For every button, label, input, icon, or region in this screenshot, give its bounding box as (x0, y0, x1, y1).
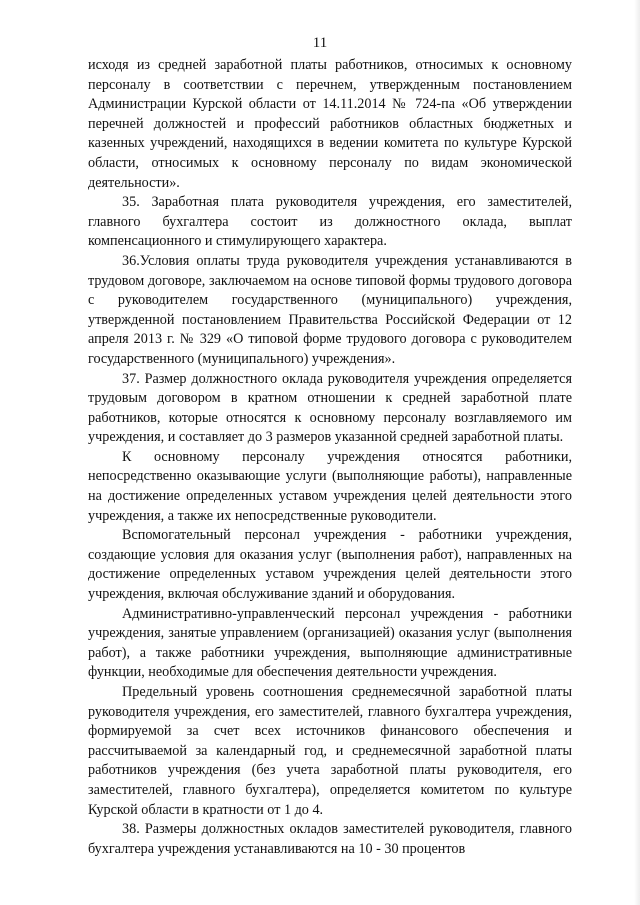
paragraph-admin-personnel: Административно-управленческий персонал учреждения - работники учреждения, занятые управлением (организацией) оказания услуг (выполнения работ), а также работники учреждения, выполняющие административные функции, необходимые для обеспечения деятельности учреждения. (88, 605, 572, 681)
paragraph-item-38: 38. Размеры должностных окладов заместителей руководителя, главного бухгалтера учреждения устанавливаются на 10 - 30 процентов (88, 821, 572, 857)
paragraph-main-personnel: К основному персоналу учреждения относятся работники, непосредственно оказывающие услуги (выполняющие работы), направленные на достижение определенных уставом учреждения целей деятельности этого учреждения, а также их непосредственные руководители. (88, 448, 572, 524)
paragraph-continuation: исходя из средней заработной платы работников, относимых к основному персоналу в соответствии с перечнем, утвержденным постановлением Администрации Курской области от 14.11.2014 № 724-па «Об утверждении перечней должностей и профессий работников областных бюджетных и казенных учреждений, находящихся в ведении комитета по культуре Курской области, относимых к основному персоналу по видам экономической деятельности». (88, 57, 572, 191)
paragraph-item-35: 35. Заработная плата руководителя учреждения, его заместителей, главного бухгалтера состоит из должностного оклада, выплат компенсационного и стимулирующего характера. (88, 194, 572, 250)
paragraph-salary-ratio: Предельный уровень соотношения среднемесячной заработной платы руководителя учреждения, его заместителей, главного бухгалтера учреждения, формируемой за счет всех источников финансового обеспечения и рассчитываемой за календарный год, и среднемесячной заработной платы работников учреждения (без учета заработной платы руководителя, его заместителей, главного бухгалтера), определяется комитетом по культуре Курской области в кратности от 1 до 4. (88, 684, 572, 818)
document-body (88, 56, 572, 859)
scan-edge-shadow (634, 0, 640, 905)
paragraph-item-36: 36.Условия оплаты труда руководителя учреждения устанавливаются в трудовом договоре, заключаемом на основе типовой формы трудового договора с руководителем государственного (муниципального) учреждения, утвержденной постановлением Правительства Российской Федерации от 12 апреля 2013 г. № 329 «О типовой форме трудового договора с руководителем государственного (муниципального) учреждения». (88, 252, 572, 367)
paragraph-support-personnel: Вспомогательный персонал учреждения - работники учреждения, создающие условия для оказания услуг (выполнения работ), направленных на достижение определенных уставом учреждения целей деятельности этого учреждения, включая обслуживание зданий и оборудования. (88, 527, 572, 603)
paragraph-item-37: 37. Размер должностного оклада руководителя учреждения определяется трудовым договором в кратном отношении к средней заработной плате работников, которые относятся к основному персоналу возглавляемого им учреждения, и составляет до 3 размеров указанной средней заработной платы. (88, 370, 572, 446)
page-number: 11 (312, 35, 328, 51)
